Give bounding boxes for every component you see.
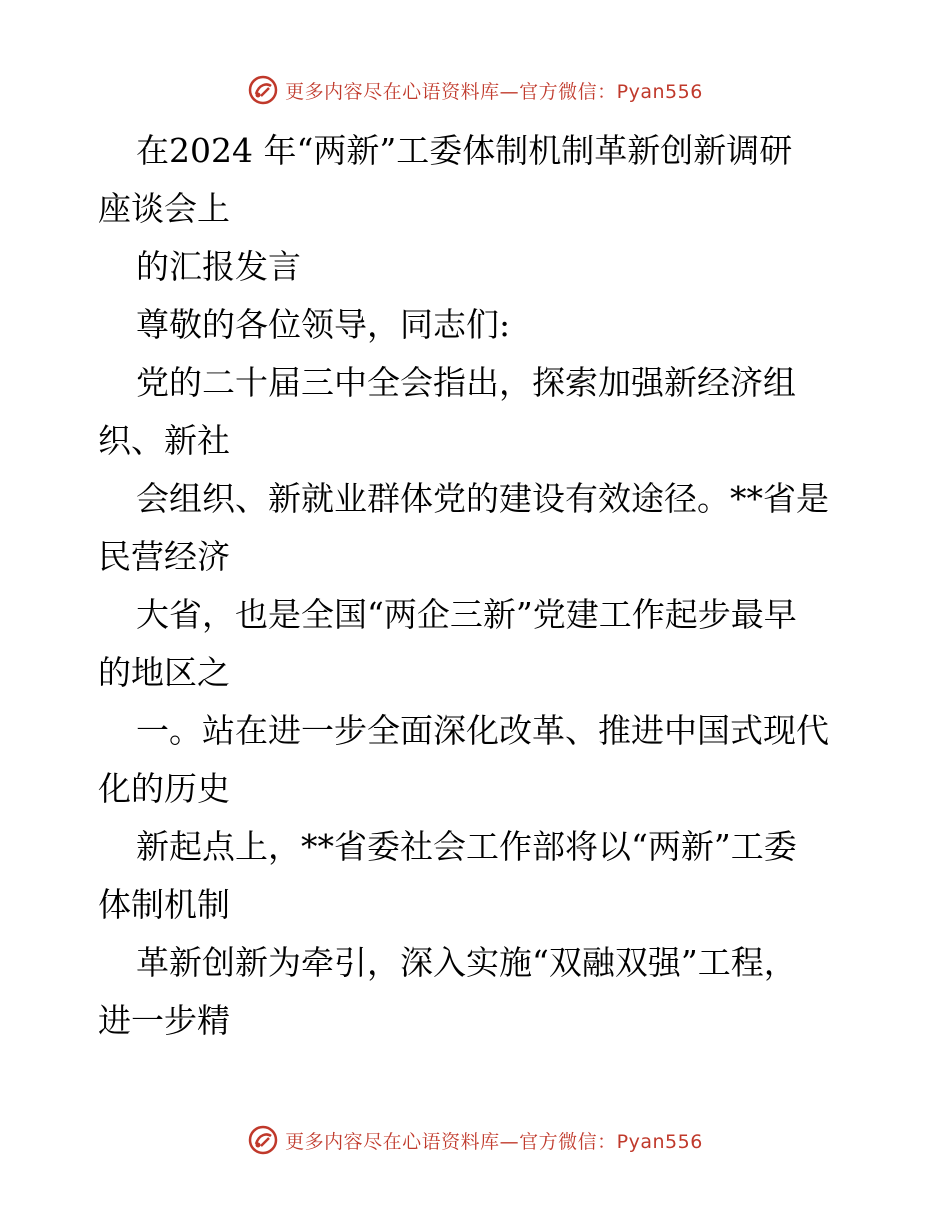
title-line: 在2024 年“两新”工委体制机制革新创新调研 <box>136 131 793 170</box>
document-body <box>98 122 858 1050</box>
paragraph-line: 进一步精 <box>98 1001 230 1040</box>
paragraph-line: 革新创新为牵引，深入实施“双融双强”工程， <box>136 943 797 982</box>
salutation-line: 尊敬的各位领导，同志们: <box>136 305 511 344</box>
logo-icon <box>247 74 279 106</box>
header-banner-text: 更多内容尽在心语资料库—官方微信：Pyan556 <box>285 80 703 103</box>
paragraph-line: 一。站在进一步全面深化改革、推进中国式现代 <box>136 711 829 750</box>
footer-banner <box>0 1120 950 1160</box>
header-banner <box>0 70 950 110</box>
paragraph-line: 化的历史 <box>98 769 230 808</box>
title-line: 的汇报发言 <box>136 247 301 286</box>
paragraph-line: 的地区之 <box>98 653 230 692</box>
paragraph-line: 会组织、新就业群体党的建设有效途径。**省是 <box>136 479 829 518</box>
paragraph-line: 党的二十届三中全会指出，探索加强新经济组 <box>136 363 796 402</box>
paragraph-line: 民营经济 <box>98 537 230 576</box>
paragraph-line: 大省，也是全国“两企三新”党建工作起步最早 <box>136 595 797 634</box>
paragraph-line: 新起点上，**省委社会工作部将以“两新”工委 <box>136 827 797 866</box>
paragraph-line: 织、新社 <box>98 421 230 460</box>
footer-banner-text: 更多内容尽在心语资料库—官方微信：Pyan556 <box>285 1130 703 1153</box>
title-line: 座谈会上 <box>98 189 230 228</box>
logo-icon <box>247 1124 279 1156</box>
paragraph-line: 体制机制 <box>98 885 230 924</box>
